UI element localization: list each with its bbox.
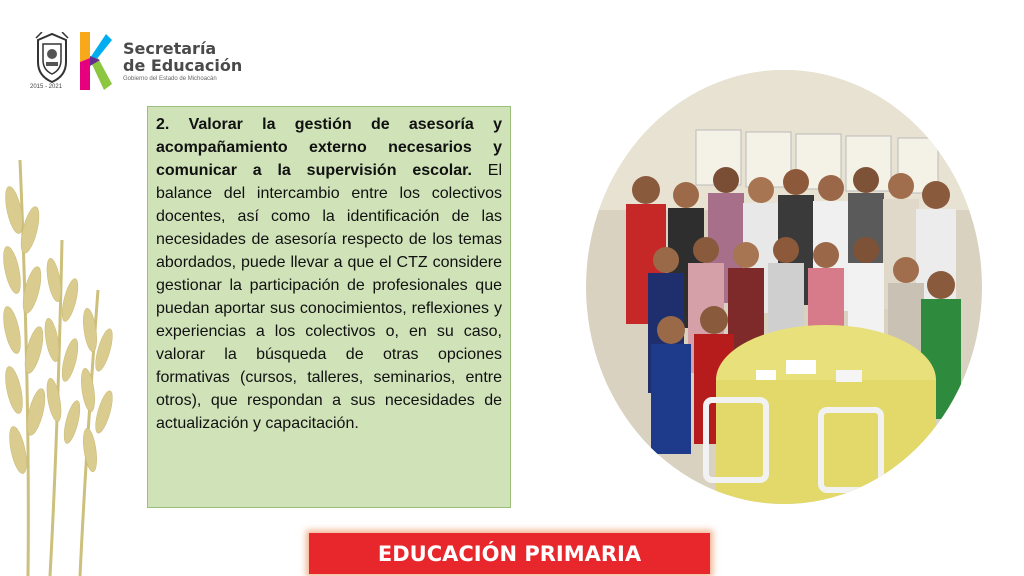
content-text-box bbox=[147, 106, 511, 508]
brand-line-1: Secretaría bbox=[123, 39, 217, 58]
level-banner bbox=[309, 533, 710, 574]
banner-label: EDUCACIÓN PRIMARIA bbox=[377, 541, 642, 566]
brand-subtitle: Gobierno del Estado de Michoacán bbox=[123, 76, 217, 82]
brand-title bbox=[123, 40, 242, 74]
brand-line-2: de Educación bbox=[123, 56, 243, 75]
body-text: El balance del intercambio entre los colectivos docentes, así como la identificación de las necesidades de asesoría respecto de los temas abordados, puede llevar a que el CTZ considere gestionar la participación de profesionales que puedan aportar sus conocimientos, reflexiones y experiencias a los colectivos o, en su caso, valorar la búsqueda de otras opciones formativas (cursos, talleres, seminarios, entre otros), que respondan a sus necesidades de actualización y capacitación. bbox=[156, 162, 502, 432]
group-photo bbox=[586, 70, 982, 504]
wheat-decoration bbox=[0, 150, 120, 576]
state-seal-icon bbox=[34, 32, 70, 86]
content-paragraph bbox=[156, 113, 502, 435]
seal-years: 2015 - 2021 bbox=[30, 84, 63, 90]
group-photo-image bbox=[586, 70, 982, 504]
lead-text: 2. Valorar la gestión de asesoría y acompañamiento externo necesarios y comunicar a la supervisión escolar. bbox=[156, 116, 502, 179]
header-logo bbox=[28, 28, 258, 100]
education-k-logo-icon bbox=[78, 30, 112, 92]
